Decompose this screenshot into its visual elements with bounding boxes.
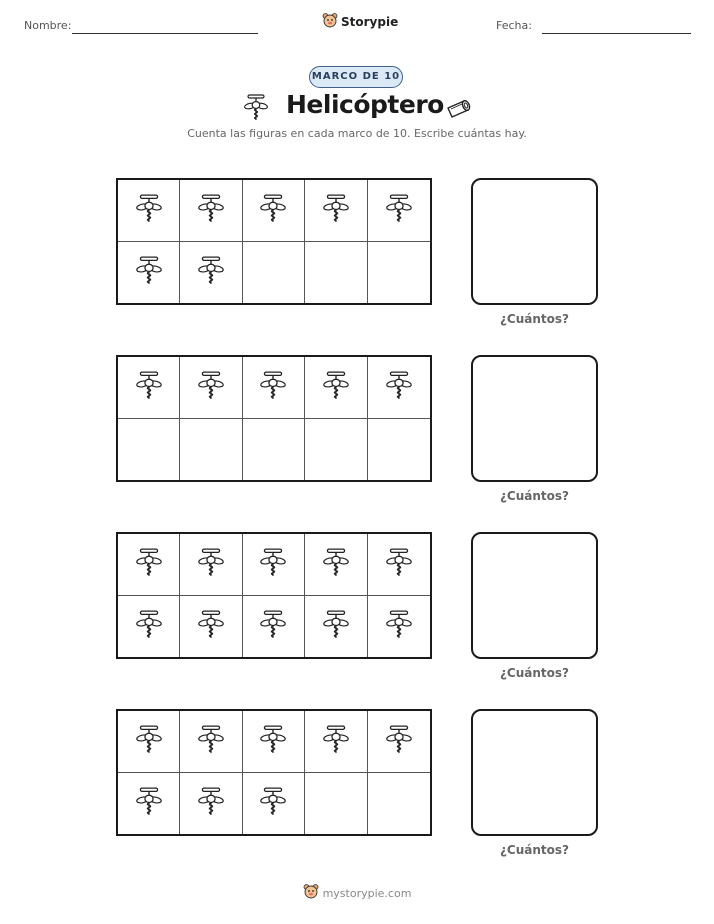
ten-frame-cell (305, 773, 367, 835)
storypie-bear-icon (303, 883, 319, 903)
helicopter-icon (258, 193, 288, 227)
ten-frame-cell (180, 180, 242, 242)
helicopter-icon (196, 609, 226, 643)
helicopter-icon (258, 547, 288, 581)
answer-box[interactable] (471, 355, 598, 482)
brand-logo (322, 12, 398, 32)
ten-frame-cell (305, 180, 367, 242)
ten-frame-cell (118, 773, 180, 835)
ten-frame-cell (305, 419, 367, 481)
ten-frame-cell (118, 711, 180, 773)
ten-frame-cell (243, 357, 305, 419)
ten-frame-cell (243, 711, 305, 773)
ten-frame-cell (305, 534, 367, 596)
helicopter-icon (242, 93, 270, 125)
ten-frame-cell (368, 180, 430, 242)
ten-frame-cell (118, 534, 180, 596)
date-label: Fecha: (496, 19, 532, 32)
ten-frame-cell (118, 419, 180, 481)
helicopter-icon (134, 370, 164, 404)
helicopter-icon (134, 547, 164, 581)
helicopter-icon (384, 193, 414, 227)
ten-frame-cell (243, 242, 305, 304)
ten-frame-cell (180, 419, 242, 481)
helicopter-icon (196, 255, 226, 289)
ten-frame-cell (243, 180, 305, 242)
ten-frame-cell (243, 596, 305, 658)
ten-frame-cell (368, 773, 430, 835)
helicopter-icon (196, 786, 226, 820)
pipe-icon (442, 94, 474, 124)
ten-frame-cell (118, 242, 180, 304)
ten-frame-cell (305, 596, 367, 658)
count-question: ¿Cuántos? (499, 489, 570, 503)
helicopter-icon (258, 370, 288, 404)
ten-frame-cell (368, 711, 430, 773)
helicopter-icon (258, 609, 288, 643)
helicopter-icon (384, 370, 414, 404)
ten-frame (116, 709, 432, 836)
ten-frame-cell (180, 596, 242, 658)
ten-frame-cell (368, 596, 430, 658)
count-question: ¿Cuántos? (499, 312, 570, 326)
helicopter-icon (134, 255, 164, 289)
name-field[interactable] (72, 33, 258, 34)
helicopter-icon (321, 370, 351, 404)
ten-frame-cell (368, 419, 430, 481)
helicopter-icon (196, 724, 226, 758)
helicopter-icon (258, 724, 288, 758)
instructions: Cuenta las figuras en cada marco de 10. Escribe cuántas hay. (187, 127, 527, 140)
ten-frame-cell (180, 773, 242, 835)
ten-frame-cell (180, 357, 242, 419)
brand-name: Storypie (341, 15, 399, 29)
helicopter-icon (258, 786, 288, 820)
answer-box[interactable] (471, 178, 598, 305)
ten-frame-cell (180, 242, 242, 304)
date-field[interactable] (542, 33, 691, 34)
helicopter-icon (321, 193, 351, 227)
ten-frame (116, 355, 432, 482)
ten-frame-cell (368, 534, 430, 596)
helicopter-icon (384, 609, 414, 643)
answer-box[interactable] (471, 709, 598, 836)
page-title: Helicóptero (286, 90, 444, 119)
ten-frame-cell (305, 357, 367, 419)
storypie-bear-icon (322, 12, 338, 32)
title-row (0, 90, 714, 126)
helicopter-icon (134, 609, 164, 643)
footer (0, 883, 714, 903)
ten-frame-cell (180, 711, 242, 773)
footer-url: mystorypie.com (322, 886, 412, 900)
helicopter-icon (134, 724, 164, 758)
helicopter-icon (321, 724, 351, 758)
helicopter-icon (196, 193, 226, 227)
helicopter-icon (134, 786, 164, 820)
ten-frame (116, 178, 432, 305)
helicopter-icon (384, 547, 414, 581)
ten-frame (116, 532, 432, 659)
helicopter-icon (321, 609, 351, 643)
topic-badge: MARCO DE 10 (309, 66, 403, 88)
ten-frame-cell (118, 180, 180, 242)
count-question: ¿Cuántos? (499, 666, 570, 680)
ten-frame-cell (368, 242, 430, 304)
helicopter-icon (134, 193, 164, 227)
helicopter-icon (196, 547, 226, 581)
ten-frame-cell (305, 711, 367, 773)
ten-frame-cell (180, 534, 242, 596)
count-question: ¿Cuántos? (499, 843, 570, 857)
ten-frame-cell (243, 419, 305, 481)
name-label: Nombre: (24, 19, 72, 32)
helicopter-icon (196, 370, 226, 404)
helicopter-icon (384, 724, 414, 758)
ten-frame-cell (368, 357, 430, 419)
ten-frame-cell (118, 596, 180, 658)
ten-frame-cell (243, 773, 305, 835)
ten-frame-cell (305, 242, 367, 304)
ten-frame-cell (243, 534, 305, 596)
answer-box[interactable] (471, 532, 598, 659)
helicopter-icon (321, 547, 351, 581)
ten-frame-cell (118, 357, 180, 419)
